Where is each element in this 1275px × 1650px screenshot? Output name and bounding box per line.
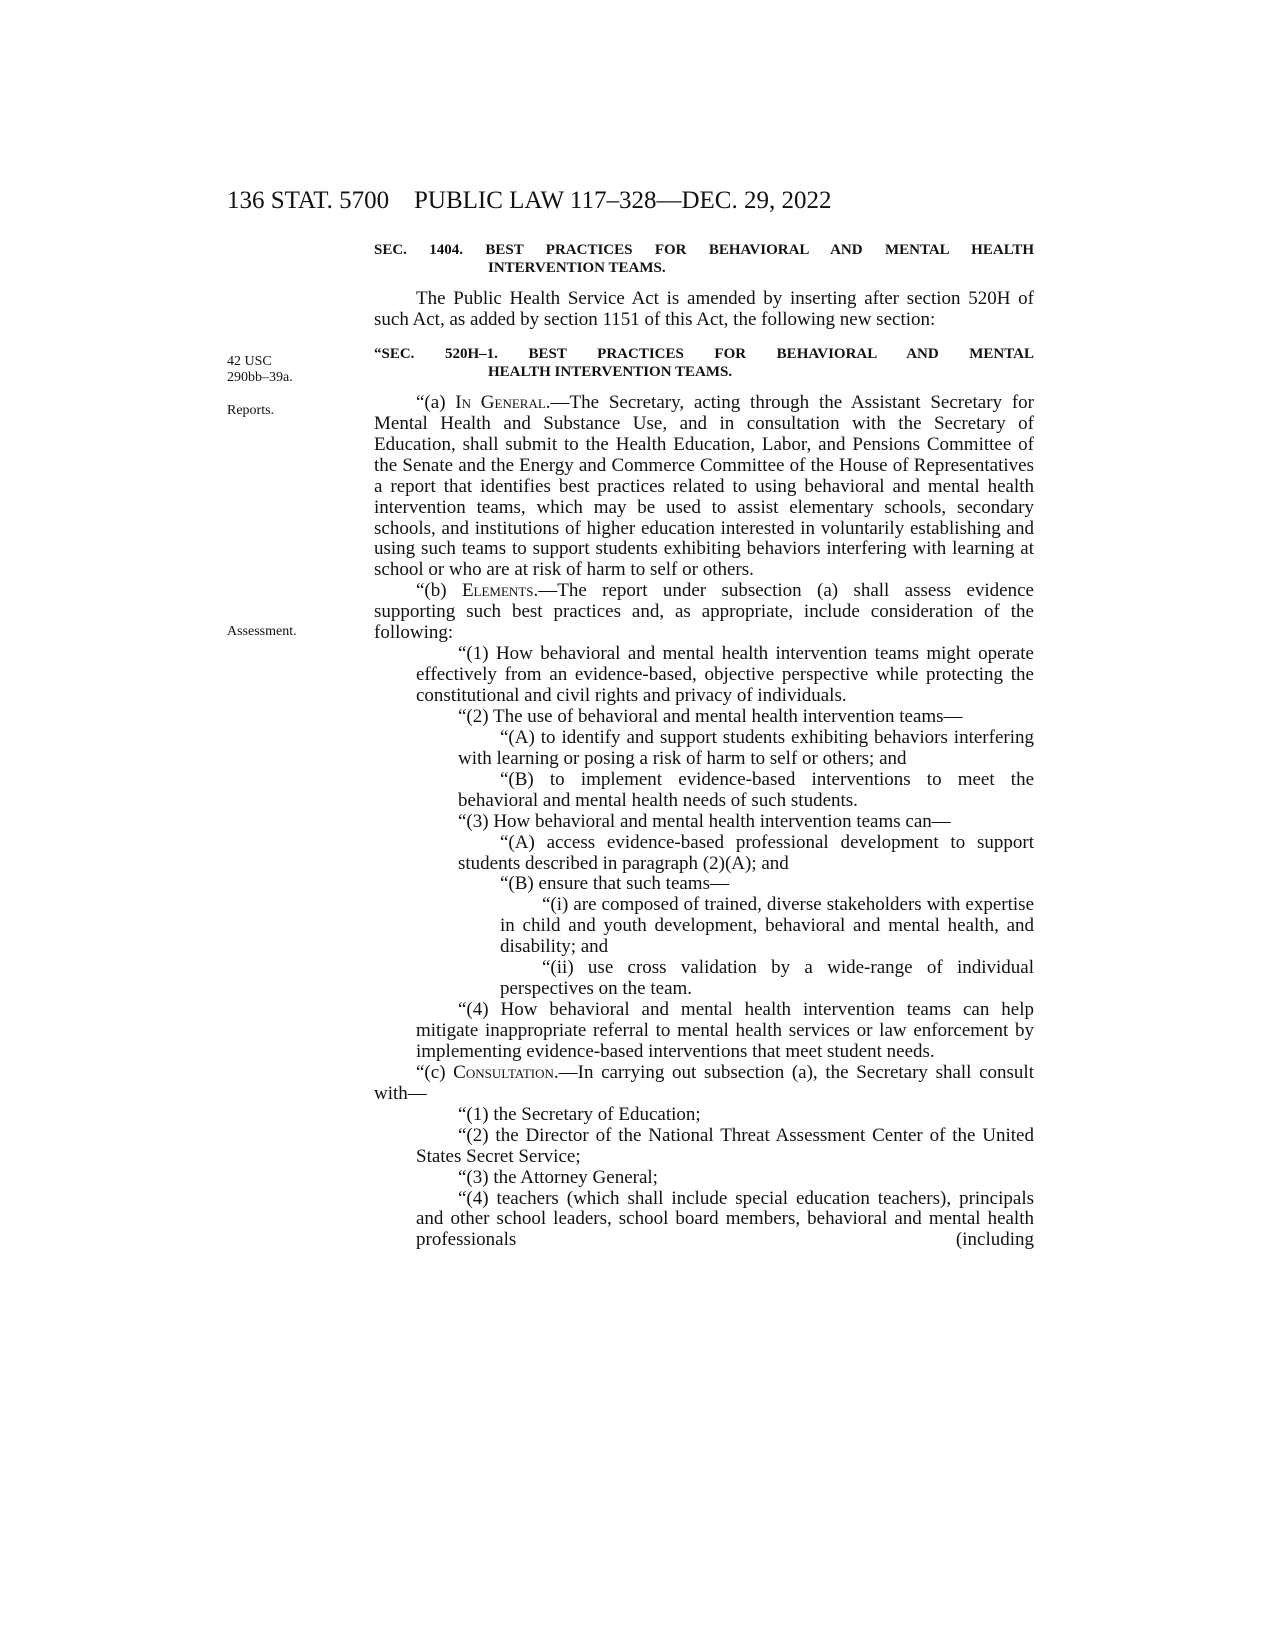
paragraph-b1: “(1) How behavioral and mental health intervention teams might operate effectively from an evidence-based, objective perspective while protecting the constitutional and civil rights and privacy of individuals.: [416, 643, 1034, 706]
subsection-b-text: .—The report under subsection (a) shall assess evidence supporting such best practices and, as appropriate, include consideration of the following:: [374, 580, 1034, 644]
paragraph-b3-B-i: “(i) are composed of trained, diverse stakeholders with expertise in child and youth development, behavioral and mental health, and disability; and: [500, 894, 1034, 958]
margin-note-reports: Reports.: [227, 403, 275, 418]
paragraph-c4: “(4) teachers (which shall include special education teachers), principals and other school leaders, school board members, behavioral and mental health professionals (including: [416, 1187, 1034, 1251]
margin-note-assessment: Assessment.: [227, 624, 297, 639]
stat-page-number: 136 STAT. 5700: [227, 187, 390, 214]
paragraph-b2-B: “(B) to implement evidence-based interventions to meet the behavioral and mental health needs of such students.: [458, 768, 1034, 811]
subsection-a-prefix: “(a): [416, 391, 456, 413]
section-1404-title: SEC. 1404. BEST PRACTICES FOR BEHAVIORAL AND MENTAL HEALTH: [374, 242, 1034, 258]
section-520h1-title-cont: HEALTH INTERVENTION TEAMS.: [488, 363, 733, 380]
section-520h1-title: “SEC. 520H–1. BEST PRACTICES FOR BEHAVIORAL AND MENTAL: [374, 345, 1034, 362]
paragraph-b4: “(4) How behavioral and mental health intervention teams can help mitigate inappropriate referral to mental health services or law enforcement by implementing evidence-based interventions that meet student needs.: [416, 999, 1034, 1062]
margin-note-usc: [227, 354, 367, 386]
margin-note-usc-line1: 42 USC: [227, 354, 272, 369]
subsection-c: [374, 1063, 1034, 1105]
section-520h1-heading: [374, 345, 1034, 381]
section-1404-heading: [374, 241, 1034, 277]
subsection-a-text: .—The Secretary, acting through the Assistant Secretary for Mental Health and Substance Use, and in consultation with the Secretary of Education, shall submit to the Health Education, Labor, and Pensions Committee of the Senate and the Energy and Commerce Committee of the House of Representatives a report that identifies best practices related to using behavioral and mental health intervention teams, which may be used to assist elementary schools, secondary schools, and institutions of higher education interested in voluntarily establishing and using such teams to support students exhibiting behaviors interfering with learning at school or who are at risk of harm to self or others.: [374, 391, 1034, 581]
paragraph-b3: “(3) How behavioral and mental health intervention teams can—: [458, 810, 951, 832]
paragraph-c1: “(1) the Secretary of Education;: [458, 1103, 701, 1125]
subsection-c-heading: Consultation: [453, 1061, 554, 1083]
subsection-c-prefix: “(c): [416, 1061, 454, 1083]
subsection-a-heading: In General: [455, 391, 546, 413]
margin-note-usc-line2: 290bb–39a.: [227, 370, 293, 385]
subsection-a: [374, 393, 1034, 581]
paragraph-b2-A: “(A) to identify and support students exhibiting behaviors interfering with learning or posing a risk of harm to self or others; and: [458, 726, 1034, 769]
paragraph-b3-B: “(B) ensure that such teams—: [500, 873, 729, 895]
paragraph-b3-A: “(A) access evidence-based professional development to support students described in paragraph (2)(A); and: [458, 831, 1034, 874]
main-text: [374, 241, 1034, 1251]
subsection-c-text: .—In carrying out subsection (a), the Secretary shall consult with—: [374, 1061, 1034, 1104]
intro-paragraph: The Public Health Service Act is amended by inserting after section 520H of such Act, as added by section 1151 of this Act, the following new section:: [374, 288, 1034, 330]
subsection-b-heading: Elements: [461, 580, 534, 602]
subsection-b: [374, 581, 1034, 644]
paragraph-c2: “(2) the Director of the National Threat Assessment Center of the United States Secret Service;: [416, 1124, 1034, 1167]
paragraph-b3-B-ii: “(ii) use cross validation by a wide-range of individual perspectives on the team.: [500, 957, 1034, 1000]
paragraph-b2: “(2) The use of behavioral and mental health intervention teams—: [458, 705, 963, 727]
paragraph-c3: “(3) the Attorney General;: [458, 1166, 658, 1188]
subsection-b-prefix: “(b): [416, 580, 462, 602]
section-1404-title-cont: INTERVENTION TEAMS.: [488, 260, 666, 276]
running-header: PUBLIC LAW 117–328—DEC. 29, 2022: [414, 187, 832, 214]
